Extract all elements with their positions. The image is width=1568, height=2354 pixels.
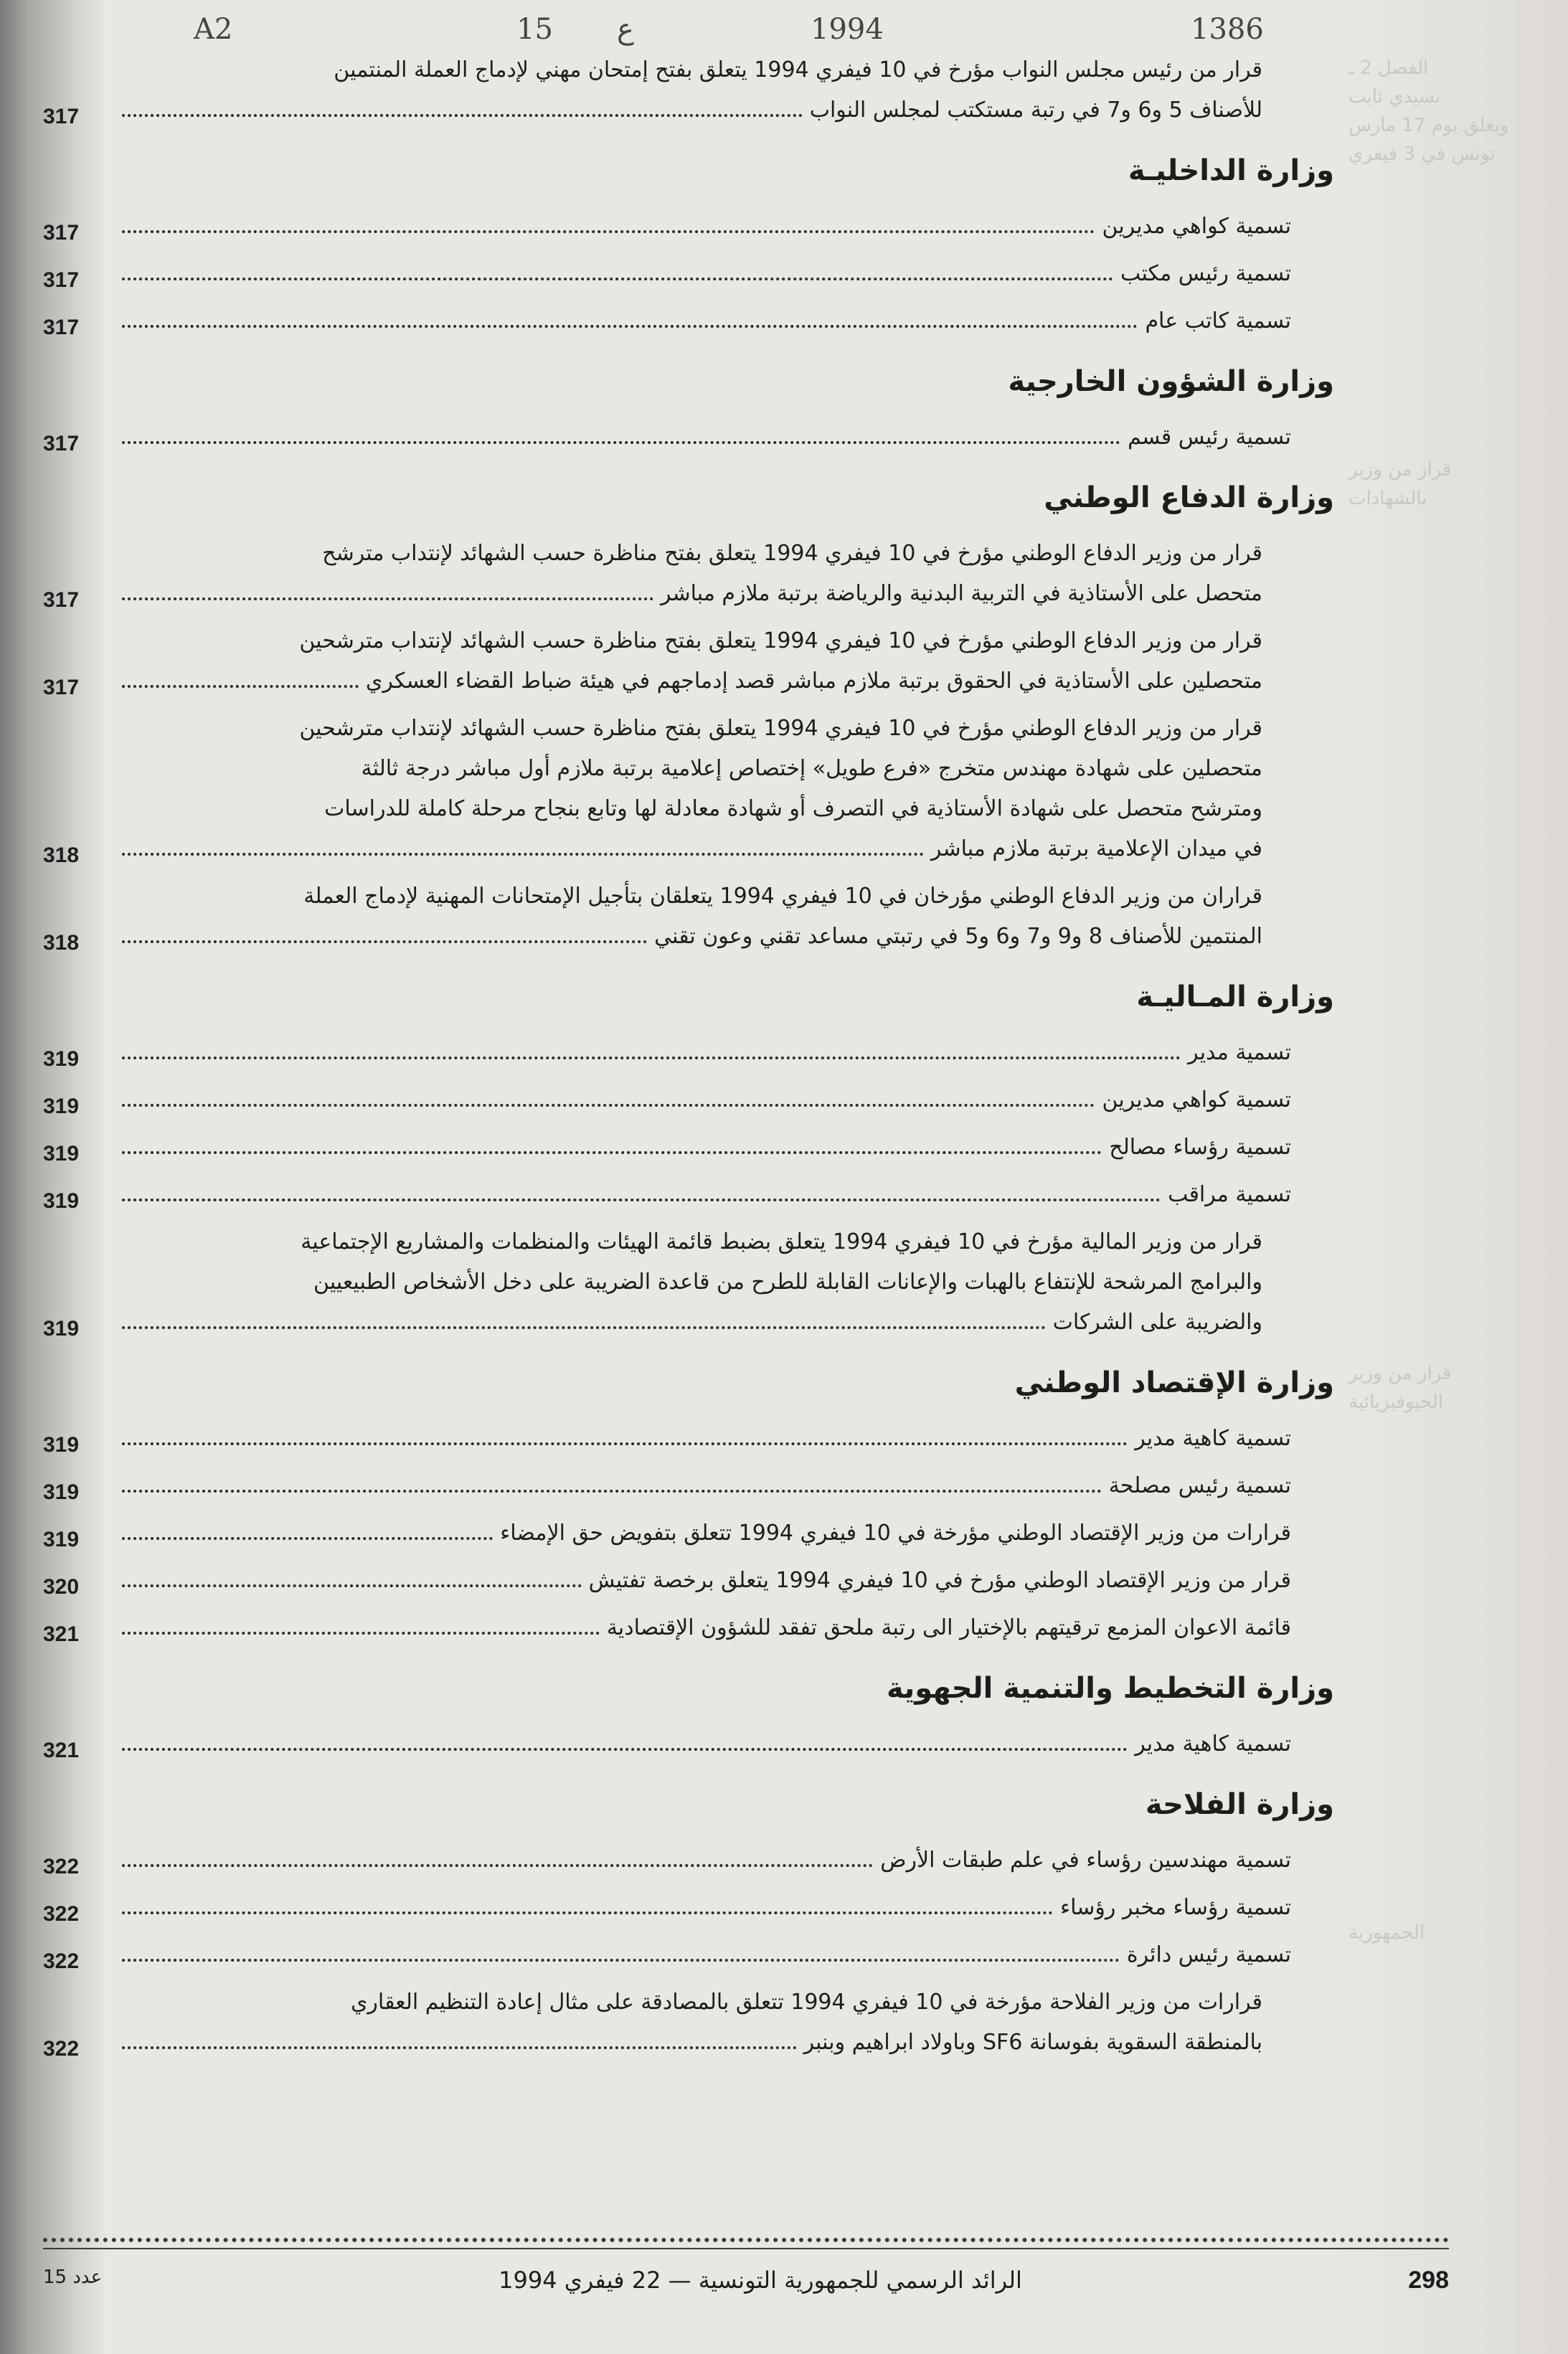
- toc-entry-text: [122, 1840, 1334, 1881]
- toc-entry-last-line: [122, 1466, 1334, 1506]
- toc-entry[interactable]: [43, 1840, 1334, 1881]
- toc-entry-text: [122, 1419, 1334, 1459]
- toc-page-number: 317: [43, 676, 80, 699]
- toc-entry-title: متحصل على الأستاذية في التربية البدنية والرياضة برتبة ملازم مباشر: [660, 581, 1262, 606]
- ministry-heading: وزارة التخطيط والتنمية الجهوية: [886, 1672, 1334, 1705]
- toc-page-number: 317: [43, 268, 80, 292]
- handwritten-note: ع: [617, 13, 634, 46]
- toc-entry-title: متحصلين على الأستاذية في الحقوق برتبة ملازم مباشر قصد إدماجهم في هيئة ضباط القضاء العسكري: [365, 668, 1262, 694]
- footer-rule: [43, 2248, 1449, 2249]
- toc-entry-title: تسمية رؤساء مصالح: [1109, 1135, 1291, 1160]
- toc-entry-line: قرارات من وزير الفلاحة مؤرخة في 10 فيفري 1994 تتعلق بالمصادقة على مثال إعادة التنظيم العقاري: [350, 1990, 1262, 2015]
- toc-page-number: 320: [43, 1575, 80, 1599]
- toc-entry-last-line: [122, 1888, 1334, 1928]
- toc-entry-last-line: [122, 254, 1334, 294]
- bleed-through-text: تونس في 3 فيفري: [1349, 143, 1496, 165]
- bleed-through-text: الجمهورية: [1349, 1922, 1425, 1944]
- toc-entry-last-line: [122, 661, 1262, 701]
- toc-entry-line: متحصلين على شهادة مهندس متخرج «فرع طويل» إختصاص إعلامية برتبة ملازم أول مباشر درجة ثالثة: [361, 756, 1262, 781]
- toc-entry-title: تسمية رئيس مكتب: [1120, 261, 1291, 286]
- toc-page-number: 317: [43, 588, 80, 612]
- toc-page-number: 322: [43, 1902, 80, 1926]
- toc-entry[interactable]: [43, 1513, 1334, 1554]
- toc-entry[interactable]: [43, 1080, 1334, 1120]
- toc-entry-title: قائمة الاعوان المزمع ترقيتهم بالإختيار الى رتبة ملحق تفقد للشؤون الإقتصادية: [606, 1615, 1291, 1640]
- toc-entry-title: قرار من وزير الإقتصاد الوطني مؤرخ في 10 فيفري 1994 يتعلق برخصة تفتيش: [588, 1568, 1291, 1593]
- toc-entry-last-line: [122, 2023, 1262, 2063]
- toc-entry-title: تسمية كاهية مدير: [1135, 1426, 1291, 1451]
- toc-entry-text: [122, 1128, 1334, 1168]
- page-footer: [43, 2266, 1449, 2310]
- toc-entry-last-line: [122, 1303, 1262, 1343]
- toc-entry[interactable]: [43, 621, 1334, 701]
- toc-entry-text: [122, 50, 1262, 131]
- leader-dots: [122, 1748, 1128, 1751]
- ministry-heading: وزارة الفلاحة: [1145, 1788, 1334, 1821]
- toc-entry-text: [122, 1888, 1334, 1928]
- leader-dots: [122, 1584, 582, 1587]
- bleed-through-text: الجيوفيزيائية: [1349, 1391, 1444, 1413]
- bleed-through-text: قرار من وزير: [1349, 459, 1452, 481]
- toc-entry[interactable]: [43, 1561, 1334, 1601]
- toc-page-number: 319: [43, 1433, 80, 1457]
- toc-entry-title: للأصناف 5 و6 و7 في رتبة مستكتب لمجلس النواب: [809, 98, 1262, 123]
- toc-page-number: 322: [43, 1855, 80, 1878]
- toc-page-number: 319: [43, 1317, 80, 1341]
- toc-page-number: 321: [43, 1739, 80, 1762]
- toc-entry-text: [122, 1175, 1334, 1215]
- toc-entry-text: [122, 417, 1334, 458]
- toc-entry-line: قرار من وزير الدفاع الوطني مؤرخ في 10 فيفري 1994 يتعلق بفتح مناظرة حسب الشهائد لإنتداب مترشحين: [299, 716, 1262, 741]
- toc-entry-line: قرار من رئيس مجلس النواب مؤرخ في 10 فيفري 1994 يتعلق بفتح إمتحان مهني لإدماج العملة المنتمين: [334, 57, 1262, 82]
- leader-dots: [122, 1442, 1128, 1445]
- toc-entry[interactable]: [43, 1419, 1334, 1459]
- ministry-heading: وزارة الداخليـة: [1128, 154, 1334, 187]
- toc-entry[interactable]: [43, 534, 1334, 614]
- toc-entry-title: تسمية رؤساء مخبر رؤساء: [1060, 1895, 1291, 1920]
- journal-title: الرائد الرسمي للجمهورية التونسية — 22 فيفري 1994: [499, 2266, 1022, 2294]
- toc-page-number: 319: [43, 1480, 80, 1504]
- ministry-heading: وزارة الشؤون الخارجية: [1008, 365, 1334, 398]
- toc-entry-line: قرار من وزير المالية مؤرخ في 10 فيفري 1994 يتعلق بضبط قائمة الهيئات والمنظمات والمشاريع الإجتماعية: [301, 1229, 1262, 1254]
- toc-page-number: 317: [43, 316, 80, 339]
- toc-entry-line: قرار من وزير الدفاع الوطني مؤرخ في 10 فيفري 1994 يتعلق بفتح مناظرة حسب الشهائد لإنتداب مترشحين: [299, 628, 1262, 653]
- toc-entry[interactable]: [43, 1888, 1334, 1928]
- toc-entry[interactable]: [43, 1128, 1334, 1168]
- leader-dots: [122, 230, 1095, 233]
- toc-entry-title: قرارات من وزير الإقتصاد الوطني مؤرخة في 10 فيفري 1994 تتعلق بتفويض حق الإمضاء: [500, 1521, 1291, 1546]
- toc-entry-text: [122, 709, 1262, 869]
- toc-entry-last-line: [122, 1724, 1334, 1764]
- leader-dots: [122, 441, 1120, 444]
- toc-entry-last-line: [122, 207, 1334, 247]
- toc-entry-last-line: [122, 1175, 1334, 1215]
- toc-entry-title: تسمية مدير: [1188, 1040, 1291, 1065]
- toc-entry[interactable]: [43, 1466, 1334, 1506]
- toc-entry-title: تسمية مراقب: [1168, 1182, 1291, 1207]
- toc-page-number: 317: [43, 221, 80, 245]
- toc-entry-last-line: [122, 1561, 1334, 1601]
- toc-entry-last-line: [122, 574, 1262, 614]
- leader-dots: [122, 853, 924, 856]
- toc-entry-title: تسمية مهندسين رؤساء في علم طبقات الأرض: [880, 1848, 1291, 1873]
- handwritten-note: 1994: [811, 13, 884, 46]
- toc-entry[interactable]: [43, 1175, 1334, 1215]
- bleed-through-text: قرار من وزير: [1349, 1363, 1452, 1384]
- toc-entry-title: المنتمين للأصناف 8 و9 و7 و6 و5 في رتبتي مساعد تقني وعون تقني: [654, 924, 1262, 949]
- toc-entry-last-line: [122, 1033, 1334, 1073]
- toc-page-number: 319: [43, 1189, 80, 1213]
- toc-entry-last-line: [122, 417, 1334, 458]
- toc-entry-last-line: [122, 90, 1262, 131]
- bleed-through-text: الفصل 2 ـ: [1349, 57, 1429, 79]
- toc-entry-text: [122, 1080, 1334, 1120]
- toc-page-number: 318: [43, 843, 80, 867]
- toc-entry-title: في ميدان الإعلامية برتبة ملازم مباشر: [930, 836, 1262, 861]
- table-of-contents: [43, 50, 1334, 2070]
- toc-entry-title: بالمنطقة السقوية بفوسانة SF6 وباولاد ابراهيم وبنبر: [803, 2030, 1262, 2055]
- toc-entry-title: تسمية كاتب عام: [1145, 308, 1291, 334]
- handwritten-note: A2: [194, 13, 233, 46]
- toc-entry[interactable]: [43, 1935, 1334, 1975]
- toc-entry-text: [122, 254, 1334, 294]
- leader-dots: [122, 1537, 493, 1540]
- leader-dots: [122, 1057, 1181, 1059]
- leader-dots: [122, 940, 647, 943]
- toc-entry-last-line: [122, 1935, 1334, 1975]
- toc-entry-title: تسمية كاهية مدير: [1135, 1731, 1291, 1757]
- toc-entry-line: قراران من وزير الدفاع الوطني مؤرخان في 10 فيفري 1994 يتعلقان بتأجيل الإمتحانات المهنية لإدماج العملة: [303, 884, 1262, 909]
- toc-entry-title: تسمية رئيس مصلحة: [1108, 1473, 1291, 1498]
- toc-entry[interactable]: [43, 254, 1334, 294]
- toc-entry[interactable]: [43, 417, 1334, 458]
- toc-entry-text: [122, 534, 1262, 614]
- leader-dots: [122, 114, 803, 117]
- toc-entry-last-line: [122, 1608, 1334, 1648]
- bleed-through-text: ويغلق يوم 17 مارس: [1349, 115, 1509, 136]
- toc-page-number: 317: [43, 105, 80, 128]
- toc-entry-text: [122, 621, 1262, 701]
- toc-entry-line: ومترشح متحصل على شهادة الأستاذية في التصرف أو شهادة معادلة لها وتابع بنجاح مرحلة كاملة للدراسات: [324, 796, 1262, 821]
- toc-entry-last-line: [122, 829, 1262, 869]
- toc-entry[interactable]: [43, 709, 1334, 869]
- toc-entry[interactable]: [43, 301, 1334, 341]
- toc-entry-line: قرار من وزير الدفاع الوطني مؤرخ في 10 فيفري 1994 يتعلق بفتح مناظرة حسب الشهائد لإنتداب مترشح: [322, 541, 1262, 566]
- leader-dots: [122, 597, 653, 600]
- bleed-through-text: بالشهادات: [1349, 488, 1427, 509]
- toc-entry-title: تسمية رئيس دائرة: [1126, 1942, 1291, 1967]
- toc-entry-last-line: [122, 1419, 1334, 1459]
- toc-page-number: 322: [43, 1949, 80, 1973]
- toc-entry-text: [122, 207, 1334, 247]
- toc-entry-text: [122, 1935, 1334, 1975]
- toc-entry[interactable]: [43, 1608, 1334, 1648]
- toc-entry-text: [122, 1466, 1334, 1506]
- toc-page-number: 322: [43, 2037, 80, 2061]
- toc-entry[interactable]: [43, 1982, 1334, 2063]
- leader-dots: [122, 1959, 1120, 1962]
- toc-page-number: 318: [43, 931, 80, 955]
- toc-entry-text: [122, 1222, 1262, 1343]
- leader-dots: [122, 1104, 1095, 1107]
- handwritten-note: 15: [516, 13, 553, 46]
- toc-page-number: 319: [43, 1142, 80, 1166]
- toc-entry-text: [122, 1608, 1334, 1648]
- toc-page-number: 319: [43, 1095, 80, 1118]
- bleed-through-text: بسيدي ثابت: [1349, 86, 1441, 108]
- toc-entry-title: تسمية رئيس قسم: [1128, 425, 1291, 450]
- page-number: 298: [1408, 2266, 1449, 2294]
- leader-dots: [122, 1151, 1102, 1154]
- leader-dots: [122, 1632, 600, 1635]
- toc-entry-text: [122, 1982, 1262, 2063]
- leader-dots: [122, 2046, 797, 2049]
- toc-entry-text: [122, 301, 1334, 341]
- toc-page-number: 317: [43, 432, 80, 455]
- leader-dots: [122, 1326, 1046, 1329]
- leader-dots: [122, 1864, 873, 1867]
- toc-entry-last-line: [122, 1080, 1334, 1120]
- toc-entry-text: [122, 1513, 1334, 1554]
- toc-page-number: 319: [43, 1528, 80, 1551]
- toc-entry-text: [122, 1561, 1334, 1601]
- toc-entry-line: والبرامج المرشحة للإنتفاع بالهبات والإعانات القابلة للطرح من قاعدة الضريبة على دخل الأشخاص الطبيعيين: [313, 1270, 1262, 1295]
- footer-rule-dotted: [43, 2238, 1449, 2242]
- toc-entry-title: تسمية كواهي مديرين: [1102, 1087, 1291, 1112]
- toc-entry-text: [122, 1724, 1334, 1764]
- toc-entry-text: [122, 1033, 1334, 1073]
- toc-entry-title: تسمية كواهي مديرين: [1102, 214, 1291, 239]
- toc-entry[interactable]: [43, 1724, 1334, 1764]
- leader-dots: [122, 1911, 1053, 1914]
- toc-entry[interactable]: [43, 1222, 1334, 1343]
- toc-entry[interactable]: [43, 1033, 1334, 1073]
- toc-entry-last-line: [122, 301, 1334, 341]
- leader-dots: [122, 278, 1113, 280]
- toc-entry-title: والضريبة على الشركات: [1052, 1310, 1262, 1335]
- ministry-heading: وزارة الدفاع الوطني: [1044, 481, 1334, 514]
- ministry-heading: وزارة المـاليـة: [1136, 980, 1334, 1013]
- issue-number: عدد 15: [43, 2266, 103, 2288]
- handwritten-note: 1386: [1191, 13, 1264, 46]
- toc-entry-last-line: [122, 1513, 1334, 1554]
- toc-page-number: 319: [43, 1047, 80, 1071]
- toc-entry[interactable]: [43, 50, 1334, 131]
- leader-dots: [122, 1490, 1102, 1493]
- ministry-heading: وزارة الإقتصاد الوطني: [1014, 1366, 1334, 1399]
- toc-page-number: 321: [43, 1622, 80, 1646]
- facing-page-bleed: [1334, 0, 1568, 2354]
- toc-entry[interactable]: [43, 876, 1334, 957]
- toc-entry[interactable]: [43, 207, 1334, 247]
- toc-entry-last-line: [122, 1840, 1334, 1881]
- toc-entry-last-line: [122, 917, 1262, 957]
- toc-entry-last-line: [122, 1128, 1334, 1168]
- leader-dots: [122, 1199, 1161, 1201]
- leader-dots: [122, 685, 359, 688]
- toc-entry-text: [122, 876, 1262, 957]
- leader-dots: [122, 325, 1138, 328]
